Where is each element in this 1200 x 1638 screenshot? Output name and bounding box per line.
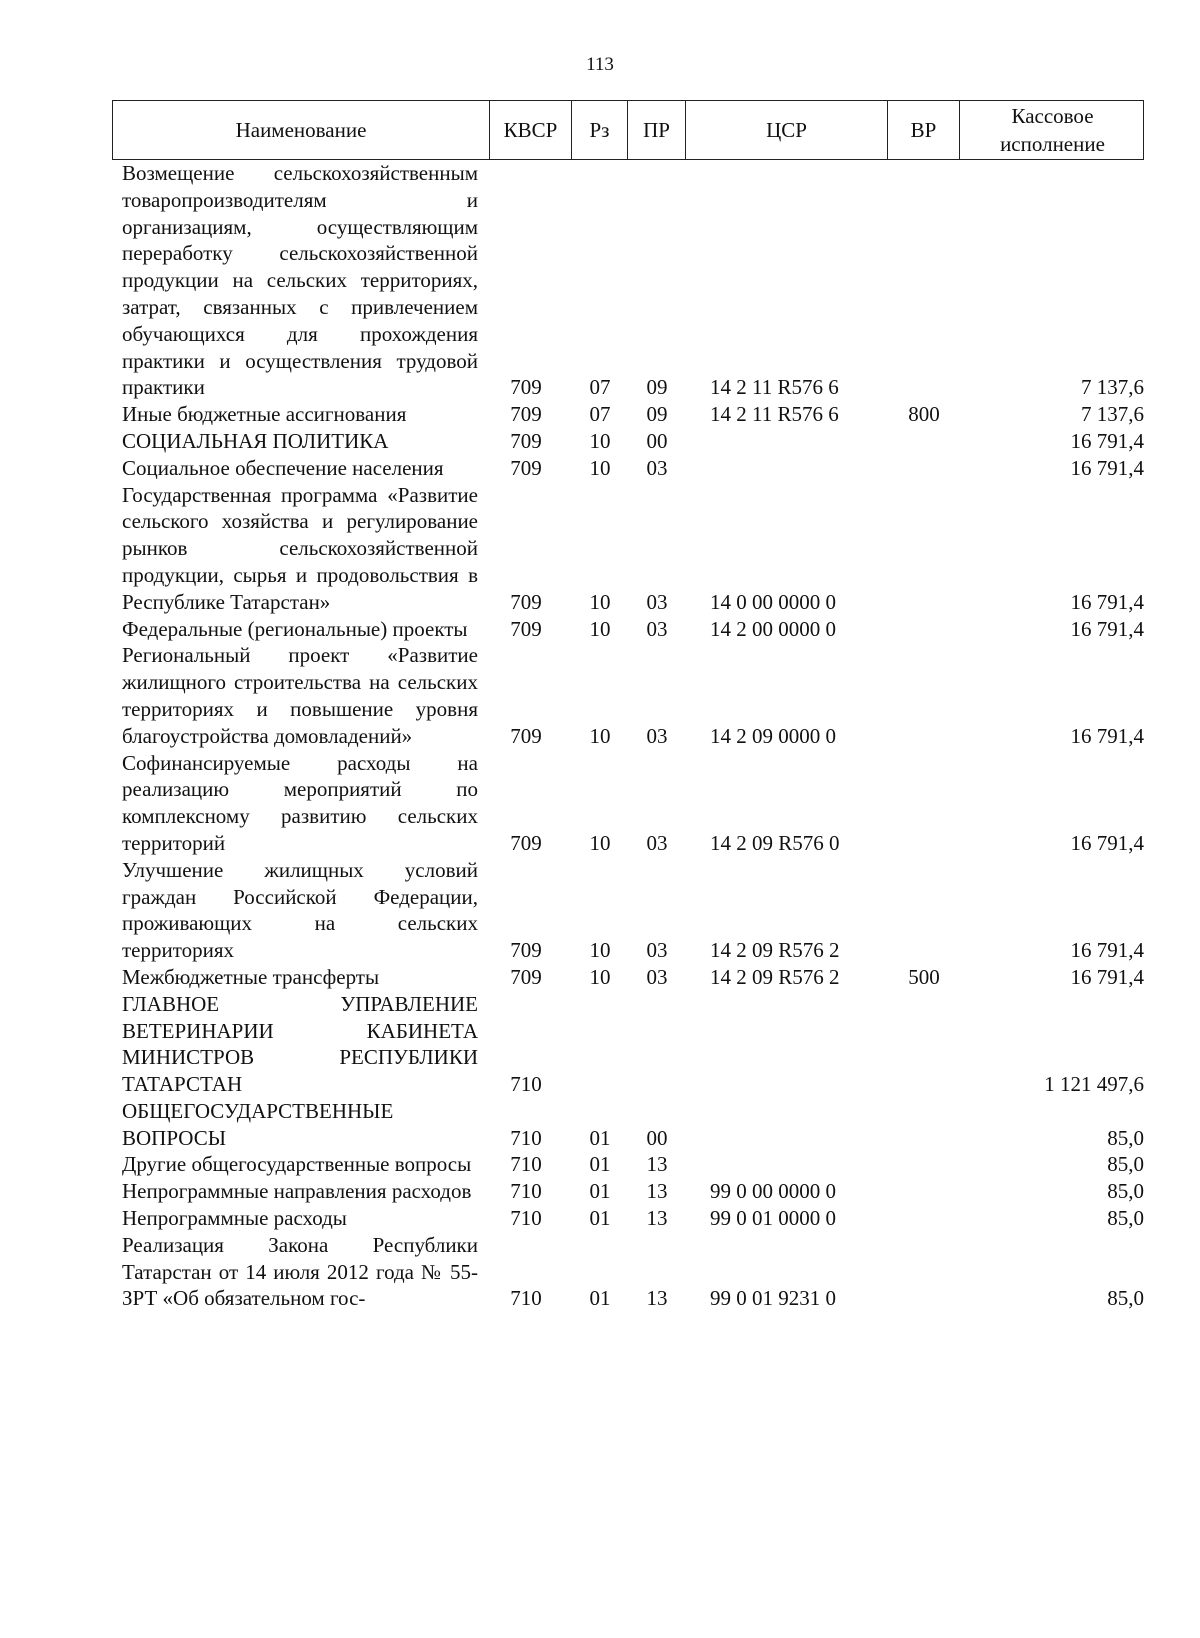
row-name: Реализация Закона Республики Татарстан от 14 июля 2012 года № 55-ЗРТ «Об обязательном гос- xyxy=(122,1232,478,1311)
row-name: ОБЩЕГОСУДАРСТВЕННЫЕ ВОПРОСЫ xyxy=(122,1098,394,1150)
row-rz: 10 xyxy=(589,964,611,989)
row-csr: 14 2 09 R576 0 xyxy=(710,830,840,855)
header-kvsr: КВСР xyxy=(489,101,571,159)
row-kvsr: 710 xyxy=(510,1179,542,1204)
table-row xyxy=(122,482,1144,616)
table-row xyxy=(122,991,1144,1098)
row-rz: 10 xyxy=(589,830,611,855)
table-row xyxy=(122,455,1144,482)
row-name: Иные бюджетные ассигнования xyxy=(122,402,407,427)
table-row xyxy=(122,616,1144,643)
row-rz: 10 xyxy=(589,589,611,614)
row-kvsr: 710 xyxy=(510,1125,542,1150)
header-name: Наименование xyxy=(235,118,367,142)
row-rz: 01 xyxy=(589,1179,611,1204)
table-row xyxy=(122,428,1144,455)
row-kvsr: 709 xyxy=(510,830,542,855)
row-vr: 500 xyxy=(908,964,940,989)
page-number: 113 xyxy=(586,54,614,75)
table-header xyxy=(112,100,1144,160)
header-vr: ВР xyxy=(887,101,959,159)
row-kvsr: 709 xyxy=(510,964,542,989)
row-kvsr: 709 xyxy=(510,402,542,427)
header-pr: ПР xyxy=(627,101,685,159)
row-pr: 00 xyxy=(646,1125,668,1150)
row-kvsr: 709 xyxy=(510,938,542,963)
row-amount: 16 791,4 xyxy=(1070,589,1144,614)
table-row xyxy=(122,1232,1144,1312)
row-amount: 85,0 xyxy=(1107,1179,1144,1204)
row-name: Федеральные (региональные) проекты xyxy=(122,616,468,641)
table-row xyxy=(122,1098,1144,1152)
table-row xyxy=(122,642,1144,749)
row-name: Софинансируемые расходы на реализацию мероприятий по комплексному развитию сельских территорий xyxy=(122,750,478,855)
row-amount: 85,0 xyxy=(1107,1286,1144,1311)
row-csr: 99 0 01 9231 0 xyxy=(710,1286,836,1311)
row-rz: 01 xyxy=(589,1152,611,1177)
row-name: Другие общегосударственные вопросы xyxy=(122,1152,472,1177)
row-csr: 14 2 11 R576 6 xyxy=(710,375,839,400)
row-pr: 00 xyxy=(646,428,668,453)
row-csr: 99 0 01 0000 0 xyxy=(710,1206,836,1231)
header-amount: Кассовое исполнение xyxy=(959,101,1145,159)
row-amount: 85,0 xyxy=(1107,1152,1144,1177)
row-pr: 03 xyxy=(646,616,668,641)
row-rz: 07 xyxy=(589,375,611,400)
row-pr: 03 xyxy=(646,589,668,614)
row-amount: 1 121 497,6 xyxy=(1044,1072,1144,1097)
row-kvsr: 710 xyxy=(510,1286,542,1311)
row-kvsr: 709 xyxy=(510,589,542,614)
row-name: Возмещение сельскохозяйственным товаропроизводителям и организациям, осуществляющим переработку сельскохозяйственной продукции на сельских территориях, затрат, связанных с привлечением обучающихся для прохождения практики и осуществления трудовой практики xyxy=(122,161,478,400)
row-amount: 16 791,4 xyxy=(1070,830,1144,855)
row-amount: 16 791,4 xyxy=(1070,428,1144,453)
row-name: Непрограммные направления расходов xyxy=(122,1179,472,1204)
row-csr: 99 0 00 0000 0 xyxy=(710,1179,836,1204)
row-csr: 14 2 09 R576 2 xyxy=(710,964,840,989)
budget-table-body xyxy=(122,160,1144,1312)
row-csr: 14 2 09 0000 0 xyxy=(710,723,836,748)
header-csr: ЦСР xyxy=(685,101,887,159)
table-row xyxy=(122,401,1144,428)
table-row xyxy=(122,1151,1144,1178)
row-name: Государственная программа «Развитие сельского хозяйства и регулирование рынков сельскохозяйственной продукции, сырья и продовольствия в Республике Татарстан» xyxy=(122,482,478,614)
row-rz: 10 xyxy=(589,616,611,641)
row-rz: 10 xyxy=(589,938,611,963)
row-rz: 07 xyxy=(589,402,611,427)
row-pr: 13 xyxy=(646,1152,668,1177)
row-kvsr: 709 xyxy=(510,723,542,748)
row-kvsr: 709 xyxy=(510,616,542,641)
row-amount: 85,0 xyxy=(1107,1206,1144,1231)
table-row xyxy=(122,857,1144,964)
row-pr: 03 xyxy=(646,830,668,855)
row-vr: 800 xyxy=(908,402,940,427)
row-kvsr: 709 xyxy=(510,375,542,400)
row-csr: 14 2 09 R576 2 xyxy=(710,938,840,963)
row-rz: 10 xyxy=(589,723,611,748)
row-kvsr: 709 xyxy=(510,428,542,453)
row-amount: 7 137,6 xyxy=(1081,375,1144,400)
row-csr: 14 2 00 0000 0 xyxy=(710,616,836,641)
row-amount: 16 791,4 xyxy=(1070,455,1144,480)
row-amount: 16 791,4 xyxy=(1070,938,1144,963)
row-pr: 03 xyxy=(646,964,668,989)
table-row xyxy=(122,160,1144,401)
row-pr: 03 xyxy=(646,938,668,963)
table-row xyxy=(122,1205,1144,1232)
row-rz: 10 xyxy=(589,428,611,453)
row-kvsr: 709 xyxy=(510,455,542,480)
row-name: Социальное обеспечение населения xyxy=(122,455,444,480)
row-pr: 13 xyxy=(646,1179,668,1204)
row-pr: 03 xyxy=(646,455,668,480)
row-name: Улучшение жилищных условий граждан Российской Федерации, проживающих на сельских территориях xyxy=(122,857,478,963)
row-name: Региональный проект «Развитие жилищного строительства на сельских территориях и повышение уровня благоустройства домовладений» xyxy=(122,643,478,748)
row-name: ГЛАВНОЕ УПРАВЛЕНИЕ ВЕТЕРИНАРИИ КАБИНЕТА МИНИСТРОВ РЕСПУБЛИКИ ТАТАРСТАН xyxy=(122,991,478,1097)
row-amount: 16 791,4 xyxy=(1070,723,1144,748)
table-row xyxy=(122,1178,1144,1205)
row-rz: 01 xyxy=(589,1125,611,1150)
row-amount: 85,0 xyxy=(1107,1125,1144,1150)
row-rz: 10 xyxy=(589,455,611,480)
row-rz: 01 xyxy=(589,1286,611,1311)
row-kvsr: 710 xyxy=(510,1152,542,1177)
row-csr: 14 2 11 R576 6 xyxy=(710,402,839,427)
row-csr: 14 0 00 0000 0 xyxy=(710,589,836,614)
row-amount: 7 137,6 xyxy=(1081,402,1144,427)
row-kvsr: 710 xyxy=(510,1072,542,1097)
header-rz: Рз xyxy=(571,101,627,159)
row-pr: 09 xyxy=(646,375,668,400)
row-kvsr: 710 xyxy=(510,1206,542,1231)
row-pr: 13 xyxy=(646,1286,668,1311)
row-pr: 09 xyxy=(646,402,668,427)
row-amount: 16 791,4 xyxy=(1070,616,1144,641)
row-pr: 13 xyxy=(646,1206,668,1231)
row-name: Непрограммные расходы xyxy=(122,1206,347,1231)
row-amount: 16 791,4 xyxy=(1070,964,1144,989)
row-pr: 03 xyxy=(646,723,668,748)
table-row xyxy=(122,750,1144,857)
table-row xyxy=(122,964,1144,991)
row-rz: 01 xyxy=(589,1206,611,1231)
row-name: СОЦИАЛЬНАЯ ПОЛИТИКА xyxy=(122,428,389,453)
row-name: Межбюджетные трансферты xyxy=(122,964,380,989)
